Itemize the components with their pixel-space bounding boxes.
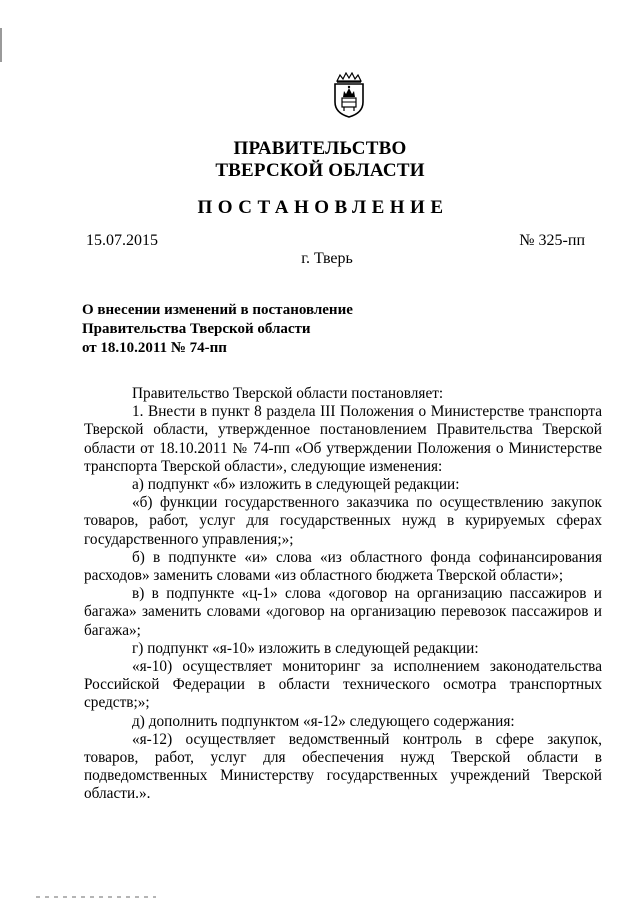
document-city: г. Тверь [301, 250, 353, 267]
tver-coat-of-arms-icon [331, 72, 367, 118]
document-subject [82, 301, 353, 358]
subject-line: от 18.10.2011 № 74-пп [82, 340, 227, 356]
body-paragraph: б) в подпункте «и» слова «из областного фонда софинансирования расходов» заменить словами «из областного бюджета Тверской области»; [84, 548, 602, 585]
document-body [84, 385, 602, 804]
government-name-line1: ПРАВИТЕЛЬСТВО [233, 138, 407, 159]
subject-line: Правительства Тверской области [82, 321, 311, 337]
document-date: 15.07.2015 [86, 232, 158, 249]
body-paragraph: д) дополнить подпунктом «я-12» следующего содержания: [132, 712, 515, 730]
body-paragraph: Правительство Тверской области постановляет: [132, 385, 444, 402]
body-paragraph: 1. Внести в пункт 8 раздела III Положения о Министерстве транспорта Тверской области, утвержденное постановлением Правительства Тверской области от 18.10.2011 № 74-пп «Об утверждении Положения о Министерстве транспорта Тверской области», следующие изменения: [84, 403, 602, 475]
subject-line: О внесении изменений в постановление [82, 302, 353, 318]
body-paragraph: «б) функции государственного заказчика по осуществлению закупок товаров, работ, услуг для государственных нужд в курируемых сферах государственного управления;»; [84, 494, 602, 548]
scan-bottom-mark [36, 896, 156, 898]
body-paragraph: а) подпункт «б» изложить в следующей редакции: [132, 476, 460, 494]
body-paragraph: в) в подпункте «ц-1» слова «договор на организацию пассажиров и багажа» заменить словами «договор на организацию перевозок пассажиров и багажа»; [84, 585, 602, 639]
government-name-line2: ТВЕРСКОЙ ОБЛАСТИ [215, 160, 425, 181]
body-paragraph: «я-10) осуществляет мониторинг за исполнением законодательства Российской Федерации в области технического осмотра транспортных средств;»; [84, 658, 602, 712]
body-paragraph: «я-12) осуществляет ведомственный контроль в сфере закупок, товаров, работ, услуг для обеспечения нужд Тверской области в подведомственных Министерству государственных учреждений Тверской области.». [84, 730, 602, 803]
document-number: № 325-пп [519, 232, 585, 249]
document-type: ПОСТАНОВЛЕНИЕ [197, 197, 449, 218]
scan-margin-mark [0, 28, 2, 62]
body-paragraph: г) подпункт «я-10» изложить в следующей редакции: [132, 639, 479, 657]
